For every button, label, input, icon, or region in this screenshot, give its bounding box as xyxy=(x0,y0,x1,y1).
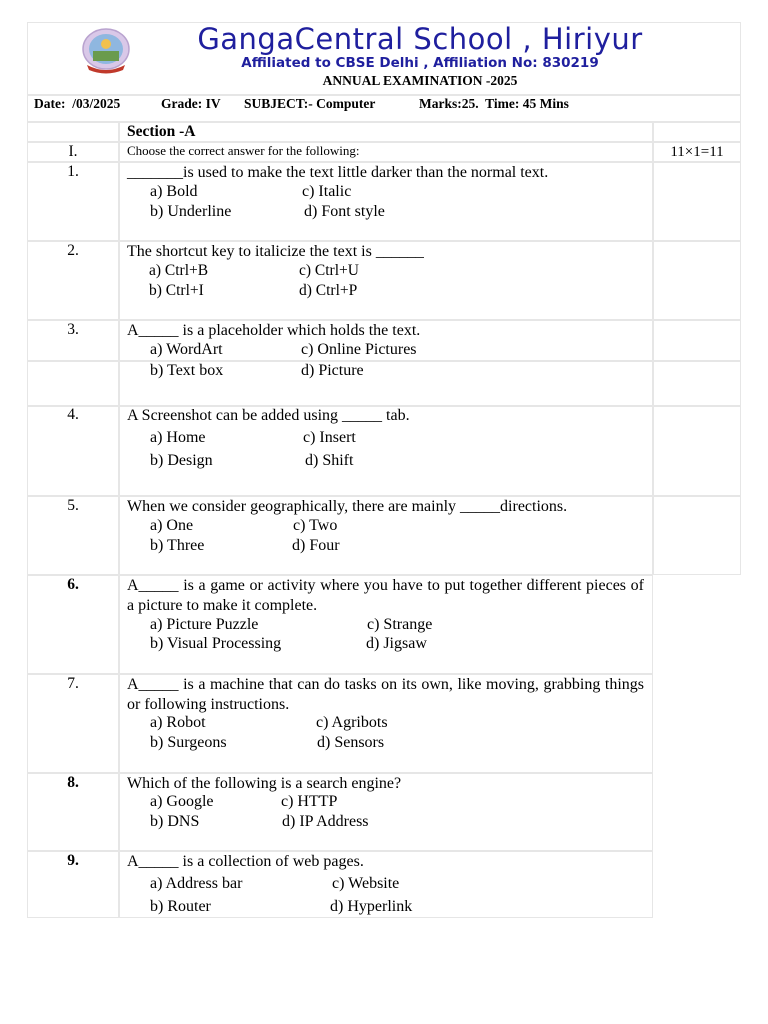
option-b: b) DNS xyxy=(150,813,200,830)
option-c: c) HTTP xyxy=(281,793,338,810)
grid-cell xyxy=(653,496,741,575)
question-text: _______is used to make the text little darker than the normal text. xyxy=(127,164,549,181)
option-c: c) Website xyxy=(332,875,400,892)
grid-cell xyxy=(653,122,741,142)
question-text: When we consider geographically, there are mainly _____directions. xyxy=(127,498,568,515)
question-text: A_____ is a collection of web pages. xyxy=(127,853,364,870)
option-d: d) Hyperlink xyxy=(330,898,413,915)
question-number: 8. xyxy=(67,774,79,791)
grid-cell xyxy=(653,162,741,241)
section-marks: 11×1=11 xyxy=(670,144,724,160)
option-d: d) Four xyxy=(292,537,340,554)
subject-label: SUBJECT:- Computer xyxy=(244,96,376,111)
option-d: d) IP Address xyxy=(282,813,369,830)
option-a: a) Home xyxy=(150,429,206,446)
question-number: 1. xyxy=(67,163,79,180)
option-c: c) Ctrl+U xyxy=(299,262,359,279)
grid-cell xyxy=(119,122,653,142)
section-number: I. xyxy=(68,143,78,160)
grid-cell xyxy=(27,122,119,142)
question-text: Which of the following is a search engine? xyxy=(127,775,402,792)
option-a: a) Google xyxy=(150,793,214,810)
option-b: b) Surgeons xyxy=(150,734,227,751)
grid-cell xyxy=(653,241,741,320)
option-c: c) Online Pictures xyxy=(301,341,417,358)
option-a: a) Robot xyxy=(150,714,206,731)
option-d: d) Font style xyxy=(304,203,385,220)
option-d: d) Ctrl+P xyxy=(299,282,358,299)
question-text: A_____ is a machine that can do tasks on its own, like moving, grabbing things or following instructions. xyxy=(127,676,644,713)
question-number: 3. xyxy=(67,321,79,338)
question-number: 9. xyxy=(67,852,79,869)
question-text: A_____ is a placeholder which holds the text. xyxy=(127,322,421,339)
option-a: a) Picture Puzzle xyxy=(150,616,259,633)
date-label: Date: /03/2025 xyxy=(34,96,121,111)
section-instruction: Choose the correct answer for the following: xyxy=(127,143,360,158)
option-a: a) Address bar xyxy=(150,875,243,892)
grid-cell xyxy=(653,406,741,496)
grid-cell xyxy=(27,361,119,406)
option-c: c) Strange xyxy=(367,616,433,633)
option-d: d) Jigsaw xyxy=(366,635,427,652)
exam-title: ANNUAL EXAMINATION -2025 xyxy=(322,73,518,88)
marks-time-label: Marks:25. Time: 45 Mins xyxy=(419,96,569,111)
option-c: c) Agribots xyxy=(316,714,388,731)
question-number: 4. xyxy=(67,406,79,423)
option-c: c) Two xyxy=(293,517,338,534)
option-b: b) Router xyxy=(150,898,211,915)
school-name: GangaCentral School , Hiriyur xyxy=(197,22,643,56)
question-text: A_____ is a game or activity where you have to put together different pieces of a picture to make it complete. xyxy=(127,577,644,614)
option-b: b) Text box xyxy=(150,362,224,379)
question-number: 5. xyxy=(67,497,79,514)
grid-cell xyxy=(653,361,741,406)
option-b: b) Design xyxy=(150,452,213,469)
option-d: d) Shift xyxy=(305,452,354,469)
grid-cell xyxy=(653,320,741,361)
option-b: b) Underline xyxy=(150,203,232,220)
question-number: 2. xyxy=(67,242,79,259)
option-d: d) Sensors xyxy=(317,734,385,751)
option-d: d) Picture xyxy=(301,362,364,379)
school-emblem-logo xyxy=(79,27,133,75)
section-title: Section -A xyxy=(127,123,196,140)
option-b: b) Ctrl+I xyxy=(149,282,204,299)
question-text: A Screenshot can be added using _____ tab. xyxy=(127,407,410,424)
grade-label: Grade: IV xyxy=(161,96,221,111)
question-text: The shortcut key to italicize the text is ______ xyxy=(127,243,424,260)
option-a: a) One xyxy=(150,517,194,534)
affiliation-line: Affiliated to CBSE Delhi , Affiliation No: 830219 xyxy=(241,55,599,71)
question-number: 6. xyxy=(67,576,79,593)
option-a: a) Ctrl+B xyxy=(149,262,209,279)
meta-row xyxy=(27,95,741,122)
question-number: 7. xyxy=(67,675,79,692)
option-c: c) Italic xyxy=(302,183,352,200)
option-b: b) Visual Processing xyxy=(150,635,282,652)
option-a: a) Bold xyxy=(150,183,198,200)
option-c: c) Insert xyxy=(303,429,356,446)
option-b: b) Three xyxy=(150,537,205,554)
option-a: a) WordArt xyxy=(150,341,223,358)
